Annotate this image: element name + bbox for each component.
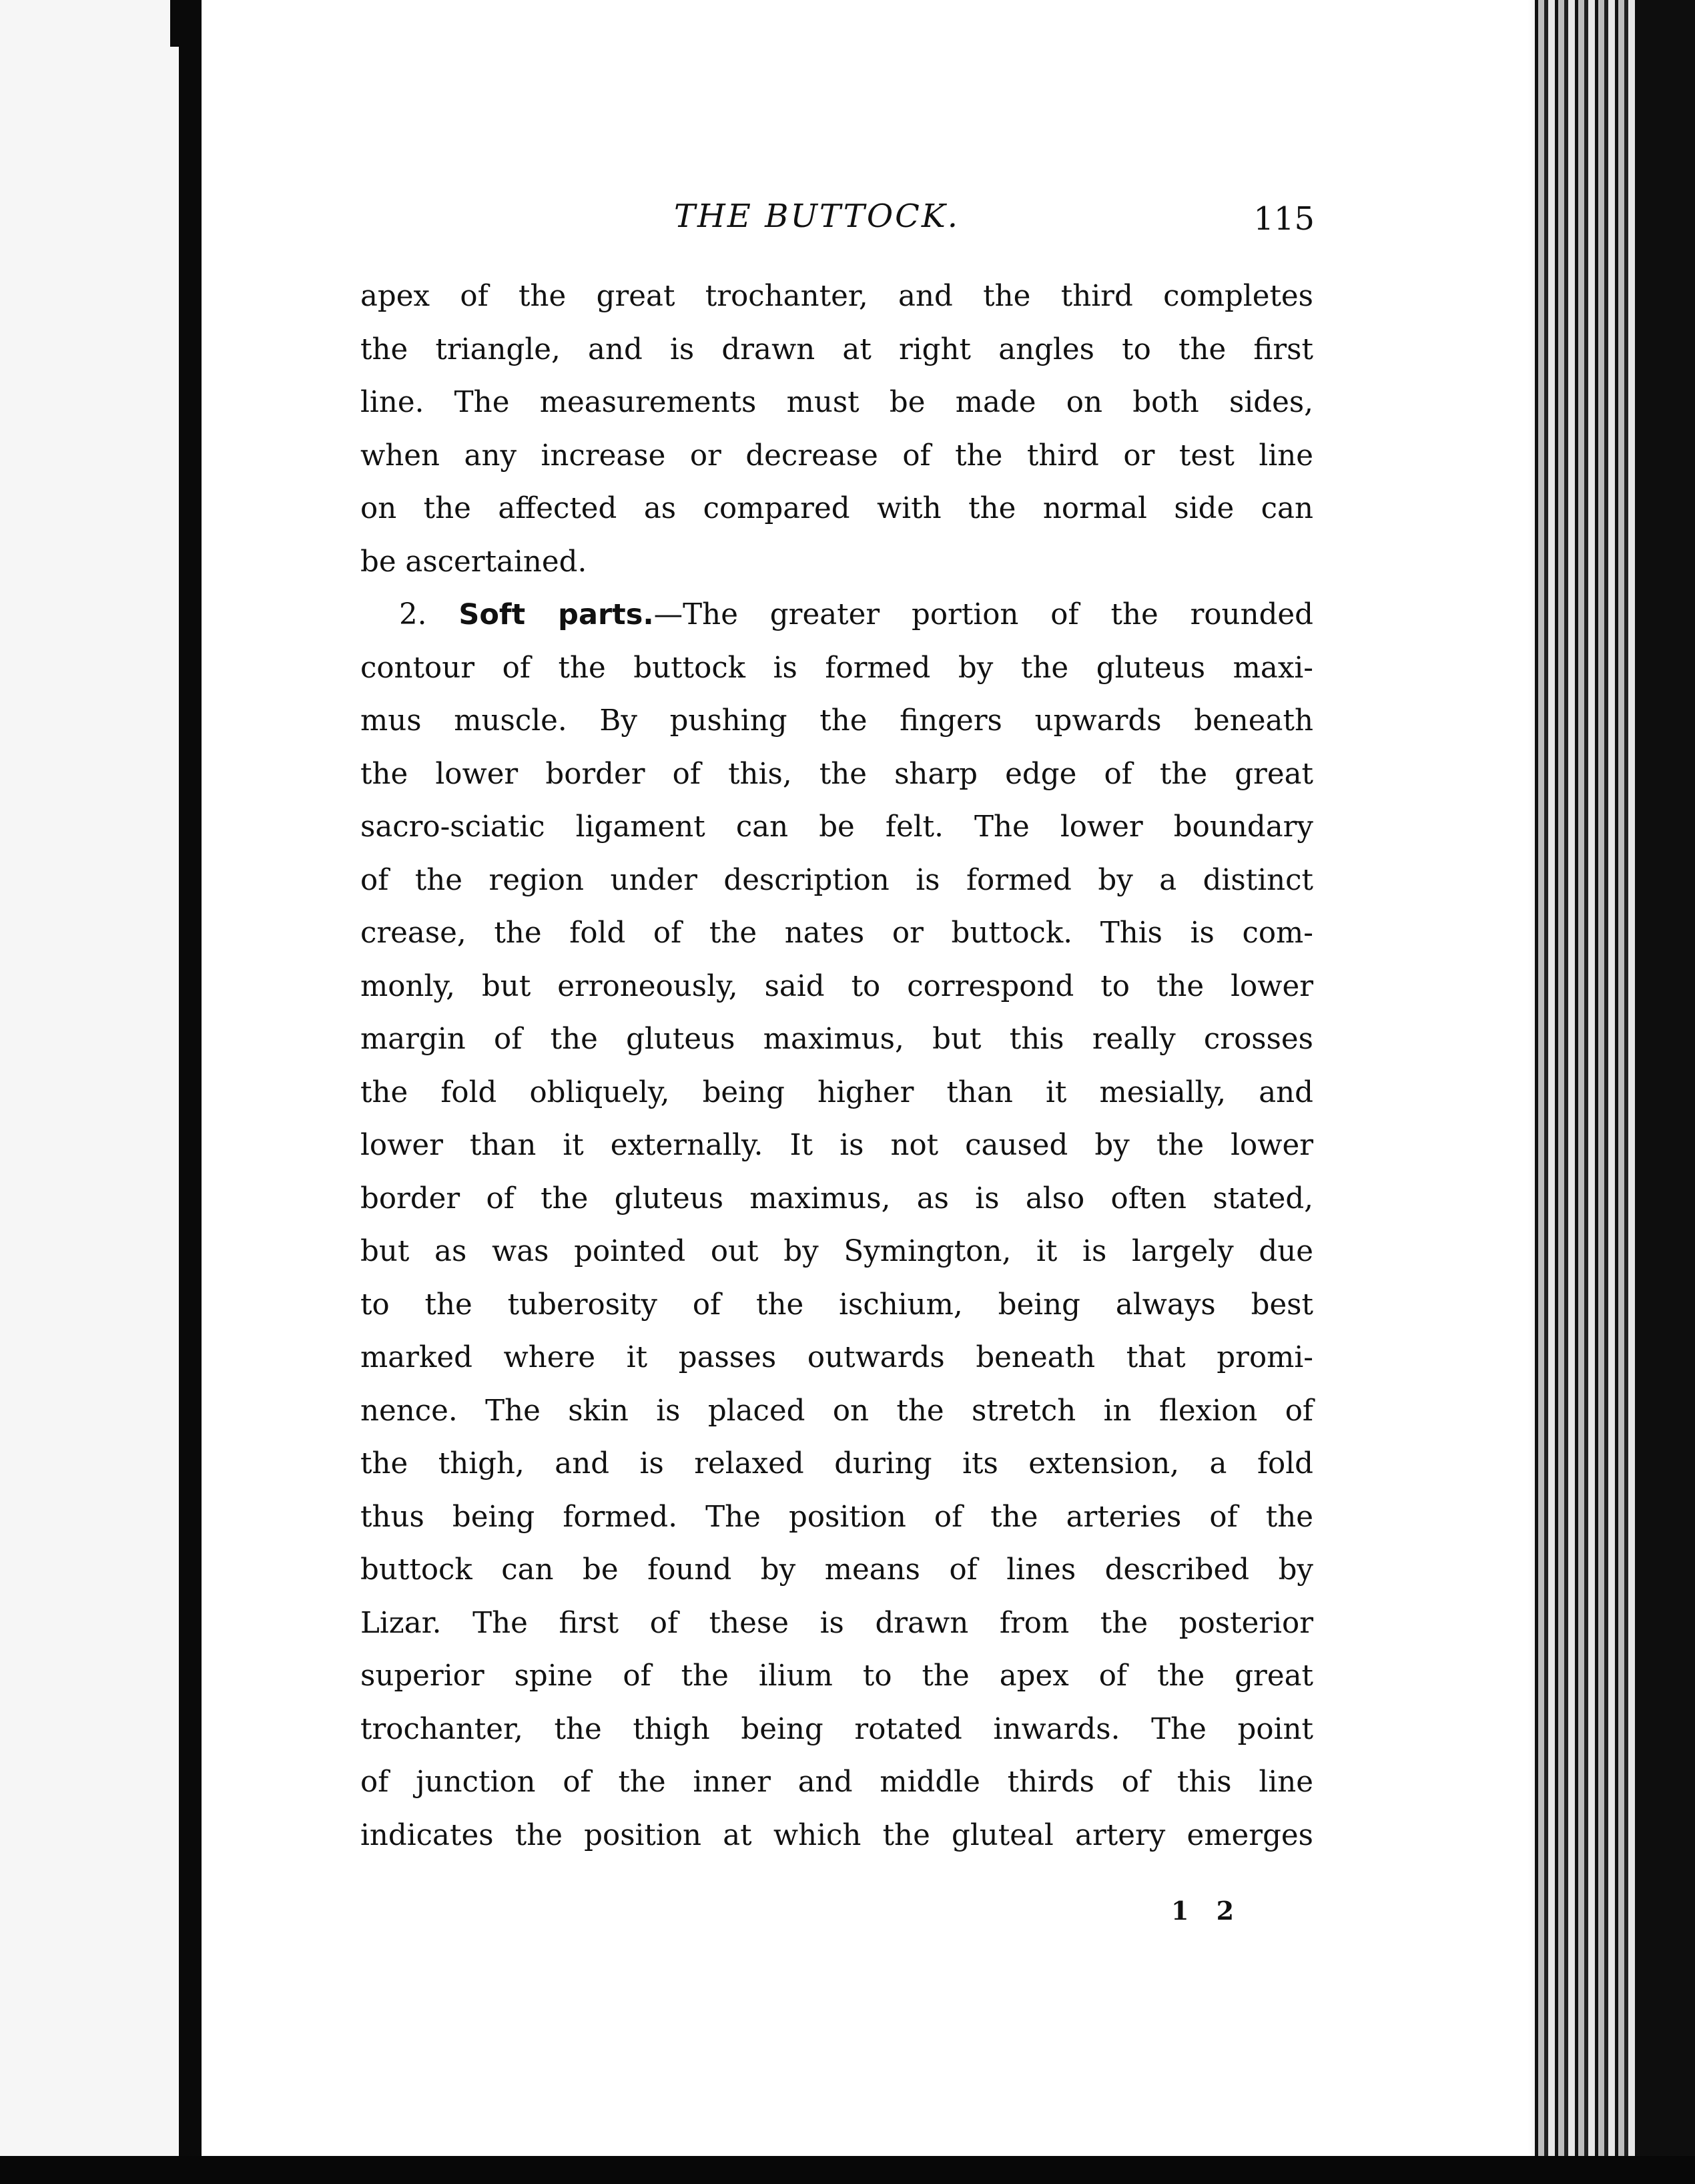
text-run: —The greater portion of the rounded — [653, 598, 1314, 631]
text-line: trochanter, the thigh being rotated inwards. The point — [360, 1712, 1313, 1746]
running-head: THE BUTTOCK. — [674, 198, 960, 235]
text-line: border of the gluteus maximus, as is also often stated, — [360, 1181, 1313, 1215]
text-line: to the tuberosity of the ischium, being always best — [360, 1288, 1313, 1322]
text-line: monly, but erroneously, said to correspond to the lower — [360, 969, 1313, 1003]
text-line: when any increase or decrease of the third or test line — [360, 439, 1313, 473]
text-line: thus being formed. The position of the arteries of the — [360, 1500, 1313, 1534]
text-line: the triangle, and is drawn at right angles to the first — [360, 332, 1313, 366]
text-line: on the affected as compared with the normal side can — [360, 492, 1313, 525]
text-line: indicates the position at which the gluteal artery emerges — [360, 1818, 1313, 1852]
text-line: lower than it externally. It is not caused by the lower — [360, 1129, 1313, 1162]
page-header — [360, 198, 1315, 251]
text-line: apex of the great trochanter, and the third completes — [360, 280, 1313, 313]
paragraph-1 — [360, 270, 1313, 589]
paragraph-2-first-line — [360, 589, 1313, 642]
text-line: line. The measurements must be made on both sides, — [360, 386, 1313, 419]
paragraph-2 — [360, 589, 1313, 1862]
text-line: mus muscle. By pushing the fingers upwards beneath — [360, 704, 1313, 738]
text-line: but as was pointed out by Symington, it is largely due — [360, 1235, 1313, 1268]
text-line: marked where it passes outwards beneath that promi- — [360, 1341, 1313, 1374]
text-line: sacro-sciatic ligament can be felt. The lower boundary — [360, 810, 1313, 844]
text-line: buttock can be found by means of lines described by — [360, 1553, 1313, 1587]
section-heading: Soft parts. — [458, 598, 654, 631]
text-line: of junction of the inner and middle thirds of this line — [360, 1765, 1313, 1799]
printer-signature-mark: 1 2 — [1171, 1896, 1244, 1926]
text-line: of the region under description is formed by a distinct — [360, 863, 1313, 897]
text-line: contour of the buttock is formed by the gluteus maxi- — [360, 651, 1313, 685]
page-number: 115 — [1253, 200, 1315, 238]
text-line: nence. The skin is placed on the stretch in flexion of — [360, 1394, 1313, 1428]
page-body — [360, 270, 1313, 1862]
text-line: the lower border of this, the sharp edge of the great — [360, 757, 1313, 791]
text-line: Lizar. The first of these is drawn from the posterior — [360, 1606, 1313, 1640]
scan-bottom-border — [0, 2156, 1695, 2184]
facing-page-edge — [0, 0, 179, 2184]
text-line: the thigh, and is relaxed during its extension, a fold — [360, 1447, 1313, 1480]
text-line: margin of the gluteus maximus, but this really crosses — [360, 1023, 1313, 1056]
book-cover-edge — [1635, 0, 1695, 2184]
stacked-page-edges — [1535, 0, 1635, 2156]
text-line: the fold obliquely, being higher than it mesially, and — [360, 1075, 1313, 1109]
text-line: crease, the fold of the nates or buttock. This is com- — [360, 916, 1313, 950]
section-number: 2. — [399, 598, 427, 631]
text-line: be ascertained. — [360, 545, 587, 579]
text-line: superior spine of the ilium to the apex of the great — [360, 1659, 1313, 1693]
book-gutter — [179, 0, 202, 2184]
